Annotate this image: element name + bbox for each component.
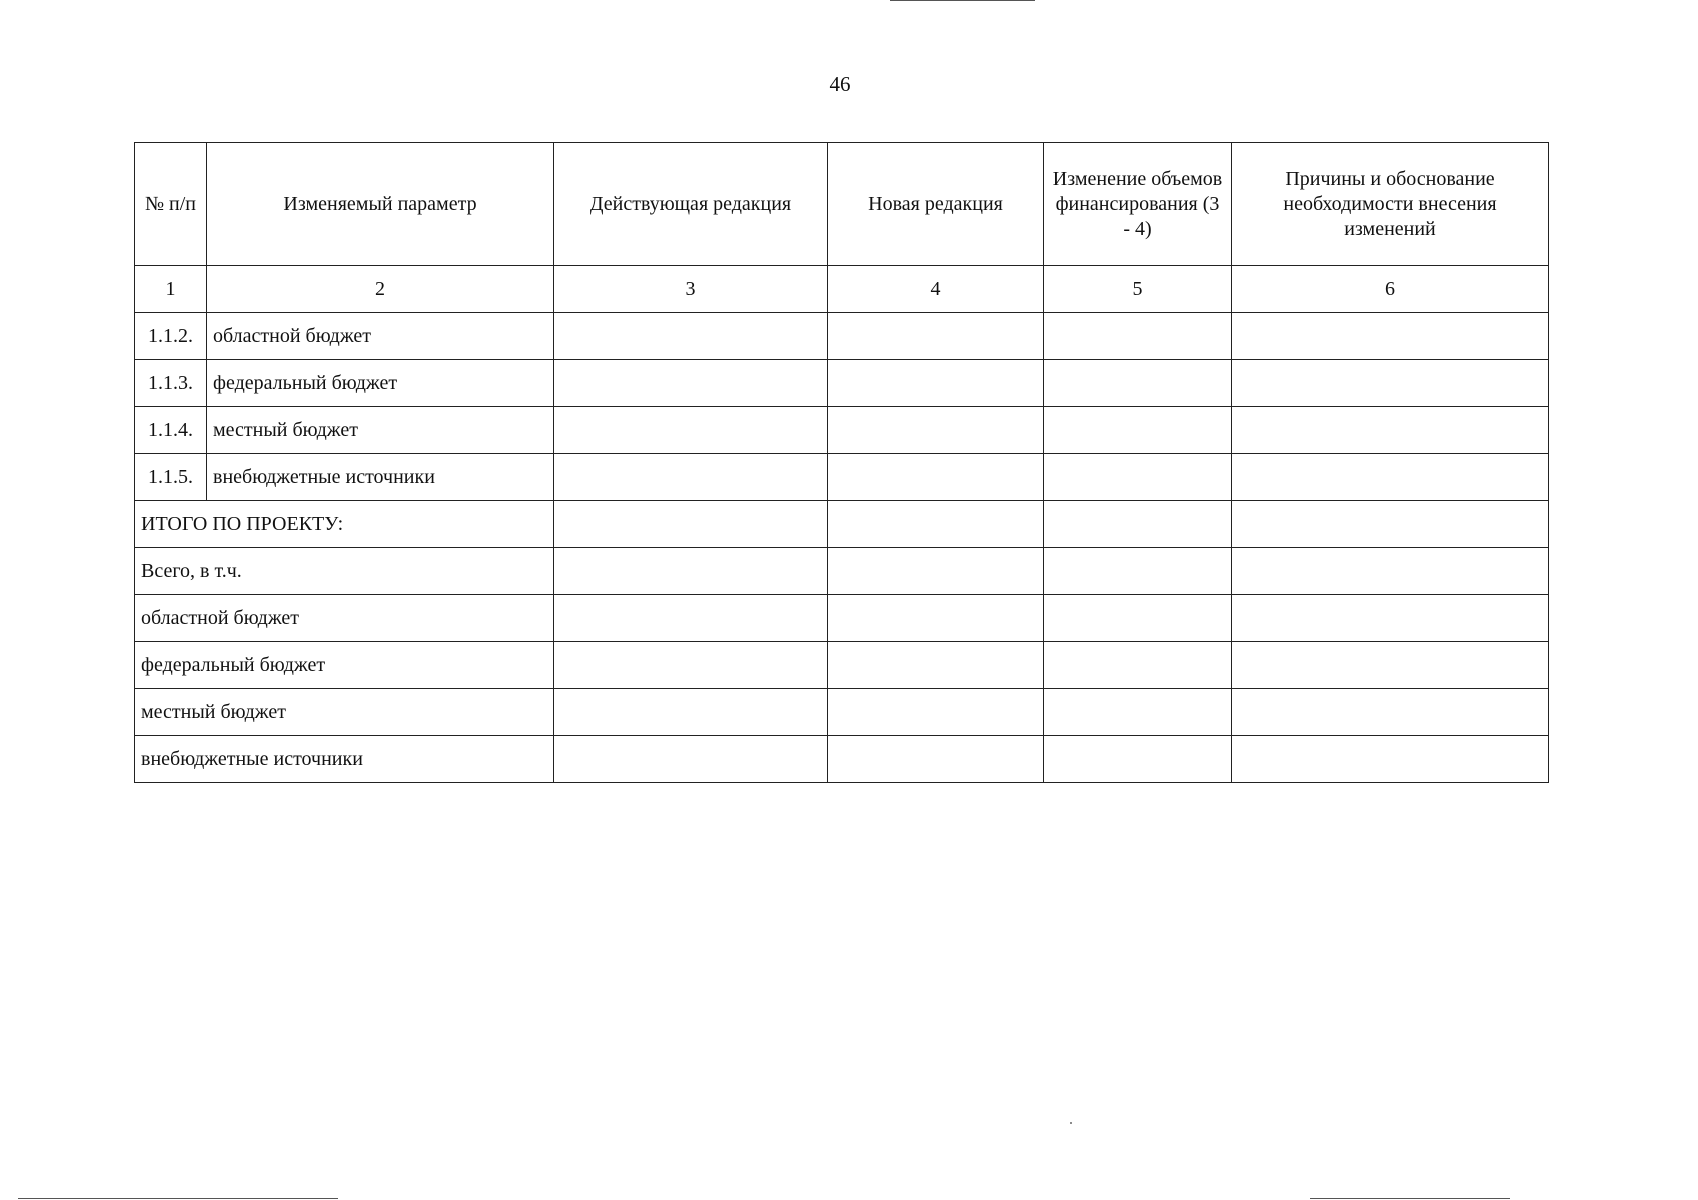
cell-current xyxy=(554,407,828,454)
scan-artifact-top xyxy=(890,0,1035,1)
summary-row xyxy=(135,736,1549,783)
row-number: 1.1.5. xyxy=(135,454,207,501)
cell-reason xyxy=(1232,313,1549,360)
summary-row xyxy=(135,689,1549,736)
scan-artifact-bottom-right xyxy=(1310,1198,1510,1199)
page-number: 46 xyxy=(829,72,851,96)
row-parameter: местный бюджет xyxy=(207,407,554,454)
cell-current xyxy=(554,501,828,548)
table-row xyxy=(135,407,1549,454)
cell-current xyxy=(554,689,828,736)
cell-change xyxy=(1044,313,1232,360)
cell-new xyxy=(828,407,1044,454)
cell-new xyxy=(828,313,1044,360)
cell-change xyxy=(1044,407,1232,454)
cell-new xyxy=(828,548,1044,595)
cell-current xyxy=(554,360,828,407)
table-row xyxy=(135,454,1549,501)
summary-row xyxy=(135,642,1549,689)
cell-reason xyxy=(1232,689,1549,736)
column-number: 4 xyxy=(828,266,1044,313)
scan-artifact-bottom-left xyxy=(18,1198,338,1199)
row-number: 1.1.2. xyxy=(135,313,207,360)
scan-dot xyxy=(1070,1122,1072,1124)
cell-current xyxy=(554,454,828,501)
header-new-edition: Новая редакция xyxy=(828,143,1044,266)
cell-reason xyxy=(1232,501,1549,548)
table-row xyxy=(135,313,1549,360)
column-number: 1 xyxy=(135,266,207,313)
cell-change xyxy=(1044,595,1232,642)
cell-reason xyxy=(1232,595,1549,642)
cell-current xyxy=(554,313,828,360)
summary-label-total: ИТОГО ПО ПРОЕКТУ: xyxy=(135,501,554,548)
column-number: 2 xyxy=(207,266,554,313)
cell-change xyxy=(1044,642,1232,689)
header-number: № п/п xyxy=(135,143,207,266)
row-number: 1.1.4. xyxy=(135,407,207,454)
row-parameter: федеральный бюджет xyxy=(207,360,554,407)
cell-change xyxy=(1044,501,1232,548)
cell-change xyxy=(1044,736,1232,783)
header-row xyxy=(135,143,1549,266)
cell-current xyxy=(554,736,828,783)
cell-new xyxy=(828,642,1044,689)
cell-new xyxy=(828,595,1044,642)
cell-current xyxy=(554,642,828,689)
cell-new xyxy=(828,689,1044,736)
column-number: 6 xyxy=(1232,266,1549,313)
cell-reason xyxy=(1232,548,1549,595)
cell-reason xyxy=(1232,454,1549,501)
column-number: 5 xyxy=(1044,266,1232,313)
header-parameter: Изменяемый параметр xyxy=(207,143,554,266)
summary-label-local: местный бюджет xyxy=(135,689,554,736)
cell-current xyxy=(554,595,828,642)
cell-new xyxy=(828,501,1044,548)
cell-reason xyxy=(1232,642,1549,689)
cell-reason xyxy=(1232,360,1549,407)
cell-change xyxy=(1044,548,1232,595)
cell-current xyxy=(554,548,828,595)
cell-reason xyxy=(1232,736,1549,783)
header-funding-change: Изменение объемов финансирования (3 - 4) xyxy=(1044,143,1232,266)
cell-new xyxy=(828,360,1044,407)
row-number: 1.1.3. xyxy=(135,360,207,407)
row-parameter: внебюджетные источники xyxy=(207,454,554,501)
summary-label-extrabudgetary: внебюджетные источники xyxy=(135,736,554,783)
summary-row xyxy=(135,595,1549,642)
column-number: 3 xyxy=(554,266,828,313)
cell-new xyxy=(828,454,1044,501)
column-number-row xyxy=(135,266,1549,313)
summary-label-regional: областной бюджет xyxy=(135,595,554,642)
header-reasons: Причины и обоснование необходимости внесения изменений xyxy=(1232,143,1549,266)
cell-change xyxy=(1044,454,1232,501)
summary-row xyxy=(135,548,1549,595)
table-row xyxy=(135,360,1549,407)
cell-change xyxy=(1044,360,1232,407)
cell-change xyxy=(1044,689,1232,736)
row-parameter: областной бюджет xyxy=(207,313,554,360)
budget-changes-table xyxy=(134,142,1549,783)
summary-label-federal: федеральный бюджет xyxy=(135,642,554,689)
cell-new xyxy=(828,736,1044,783)
summary-row xyxy=(135,501,1549,548)
cell-reason xyxy=(1232,407,1549,454)
summary-label-all: Всего, в т.ч. xyxy=(135,548,554,595)
header-current-edition: Действующая редакция xyxy=(554,143,828,266)
